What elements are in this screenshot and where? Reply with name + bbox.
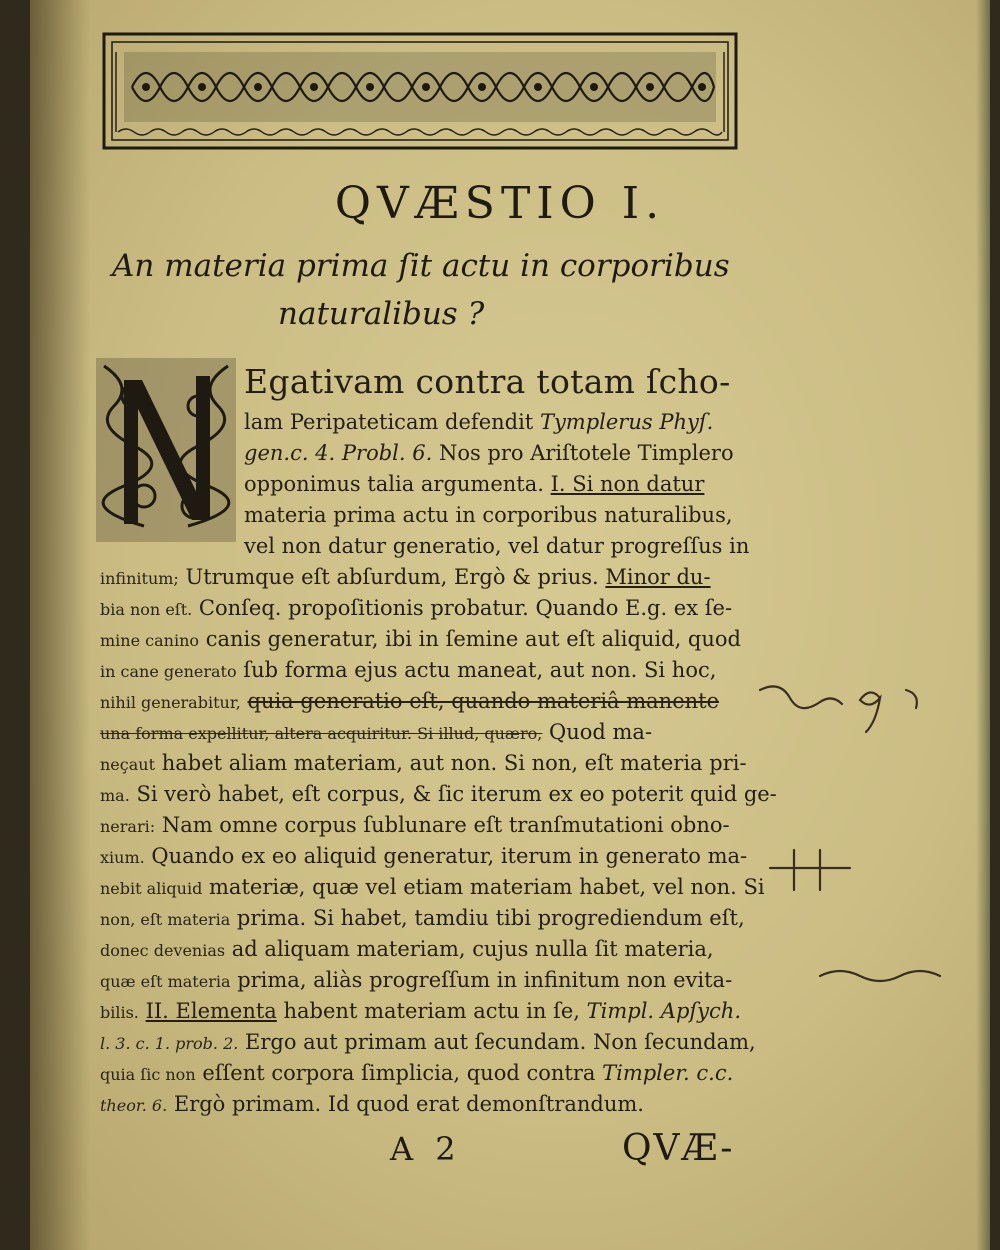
text-segment: ad aliquam materiam, cujus nulla ſit materia, bbox=[231, 937, 714, 961]
underlined-word: Minor du- bbox=[605, 565, 711, 589]
text-line-6: vel non datur generatio, vel datur progreſſus in bbox=[244, 534, 750, 558]
text-segment: eſſent corpora ſimplicia, quod contra bbox=[202, 1061, 596, 1085]
text-line-10 bbox=[100, 658, 716, 682]
book-page bbox=[30, 0, 990, 1250]
text-segment: canis generatur, ibi in ſemine aut eſt aliquid, quod bbox=[205, 627, 741, 651]
margin-word: nihil generabitur, bbox=[100, 693, 241, 712]
text-segment: Nos pro Ariſtotele Timplero bbox=[438, 441, 734, 465]
text-line-16 bbox=[100, 844, 747, 868]
text-line-21 bbox=[100, 999, 741, 1023]
text-line-14 bbox=[100, 782, 777, 806]
text-segment: materiæ, quæ vel etiam materiam habet, vel non. Si bbox=[209, 875, 765, 899]
text-segment: Utrumque eſt abſurdum, Ergò & prius. bbox=[185, 565, 599, 589]
question-line-1: An materia prima ſit actu in corporibus bbox=[112, 248, 730, 284]
text-line-8 bbox=[100, 596, 732, 620]
text-segment: lam Peripateticam defendit bbox=[244, 410, 534, 434]
catchword: QVÆ- bbox=[622, 1128, 735, 1169]
text-line-15 bbox=[100, 813, 730, 837]
text-segment: Si non, eſt materia pri- bbox=[503, 751, 747, 775]
margin-word: infinitum; bbox=[100, 569, 179, 588]
text-segment: opponimus talia argumenta. bbox=[244, 472, 544, 496]
text-line-5: materia prima actu in corporibus naturalibus, bbox=[244, 503, 733, 527]
text-segment: habet aliam materiam, aut non. bbox=[161, 751, 498, 775]
text-segment: ſub forma ejus actu maneat, aut non. bbox=[243, 658, 638, 682]
text-line-2 bbox=[244, 410, 713, 434]
signature-mark: A 2 bbox=[390, 1130, 462, 1168]
text-line-22 bbox=[100, 1030, 756, 1054]
text-segment: prima. Si habet, tamdiu tibi progrediendum eſt, bbox=[236, 906, 745, 930]
author-reference: Tymplerus Phyſ. bbox=[539, 410, 714, 434]
text-line-7 bbox=[100, 565, 711, 589]
underlined-argument: II. Elementa bbox=[145, 999, 277, 1023]
margin-word: bia non eſt. bbox=[100, 600, 193, 619]
margin-word: neçaut bbox=[100, 755, 156, 774]
text-line-11 bbox=[100, 689, 719, 713]
margin-word: quia ſic non bbox=[100, 1065, 196, 1084]
question-subtitle bbox=[112, 242, 812, 338]
text-line-24 bbox=[100, 1092, 644, 1116]
text-line-19 bbox=[100, 937, 714, 961]
text-segment: habent materiam actu in ſe, bbox=[283, 999, 580, 1023]
text-line-1: Egativam contra totam ſcho- bbox=[244, 362, 731, 401]
margin-word: nerari: bbox=[100, 817, 156, 836]
text-segment: Ergo aut primam aut ſecundam. bbox=[245, 1030, 587, 1054]
citation: gen.c. 4. Probl. 6. bbox=[244, 441, 433, 465]
ornamental-headpiece bbox=[102, 32, 738, 150]
margin-word: non, eſt materia bbox=[100, 910, 231, 929]
text-line-20 bbox=[100, 968, 732, 992]
margin-citation: theor. 6. bbox=[100, 1096, 168, 1115]
text-line-13 bbox=[100, 751, 747, 775]
margin-citation: l. 3. c. 1. prob. 2. bbox=[100, 1034, 239, 1053]
text-segment: Si verò habet, eſt corpus, & ſic iterum ex eo poterit quid ge- bbox=[136, 782, 777, 806]
underlined-argument: I. Si non datur bbox=[550, 472, 705, 496]
margin-word: ma. bbox=[100, 786, 130, 805]
text-line-4 bbox=[244, 472, 704, 496]
text-line-23 bbox=[100, 1061, 733, 1085]
text-line-12 bbox=[100, 720, 652, 744]
margin-word: donec devenias bbox=[100, 941, 226, 960]
citation: Timpler. c.c. bbox=[602, 1061, 734, 1085]
question-title: QVÆSTIO I. bbox=[334, 178, 666, 229]
text-line-9 bbox=[100, 627, 741, 651]
text-segment: Nam omne corpus ſublunare eſt tranſmutationi obno- bbox=[161, 813, 730, 837]
margin-word: quæ eſt materia bbox=[100, 972, 231, 991]
text-line-3 bbox=[244, 441, 734, 465]
margin-word: nebit aliquid bbox=[100, 879, 203, 898]
text-segment: Quod ma- bbox=[549, 720, 653, 744]
struck-text: quia generatio eſt, quando materiâ manente bbox=[247, 689, 720, 713]
text-line-17 bbox=[100, 875, 765, 899]
text-segment: Quando ex eo aliquid generatur, iterum in generato ma- bbox=[151, 844, 748, 868]
text-line-18 bbox=[100, 906, 745, 930]
text-segment: Ergò primam. Id quod erat demonſtrandum. bbox=[173, 1092, 644, 1116]
text-segment: prima, aliàs progreſſum in infinitum non evita- bbox=[237, 968, 733, 992]
margin-word: in cane generato bbox=[100, 662, 237, 681]
drop-capital-n-ornament bbox=[94, 356, 238, 544]
margin-word: mine canino bbox=[100, 631, 200, 650]
text-segment: Si hoc, bbox=[644, 658, 717, 682]
text-segment: Conſeq. propoſitionis probatur. Quando E.g. ex ſe- bbox=[198, 596, 733, 620]
question-line-2: naturalibus ? bbox=[278, 296, 485, 332]
margin-word: bilis. bbox=[100, 1003, 139, 1022]
struck-text: una forma expellitur, altera acquiritur. Si illud, quæro, bbox=[100, 724, 543, 743]
text-segment: Non ſecundam, bbox=[592, 1030, 756, 1054]
citation: Timpl. Apſych. bbox=[586, 999, 741, 1023]
margin-word: xium. bbox=[100, 848, 145, 867]
handwritten-annotations bbox=[730, 680, 970, 1010]
